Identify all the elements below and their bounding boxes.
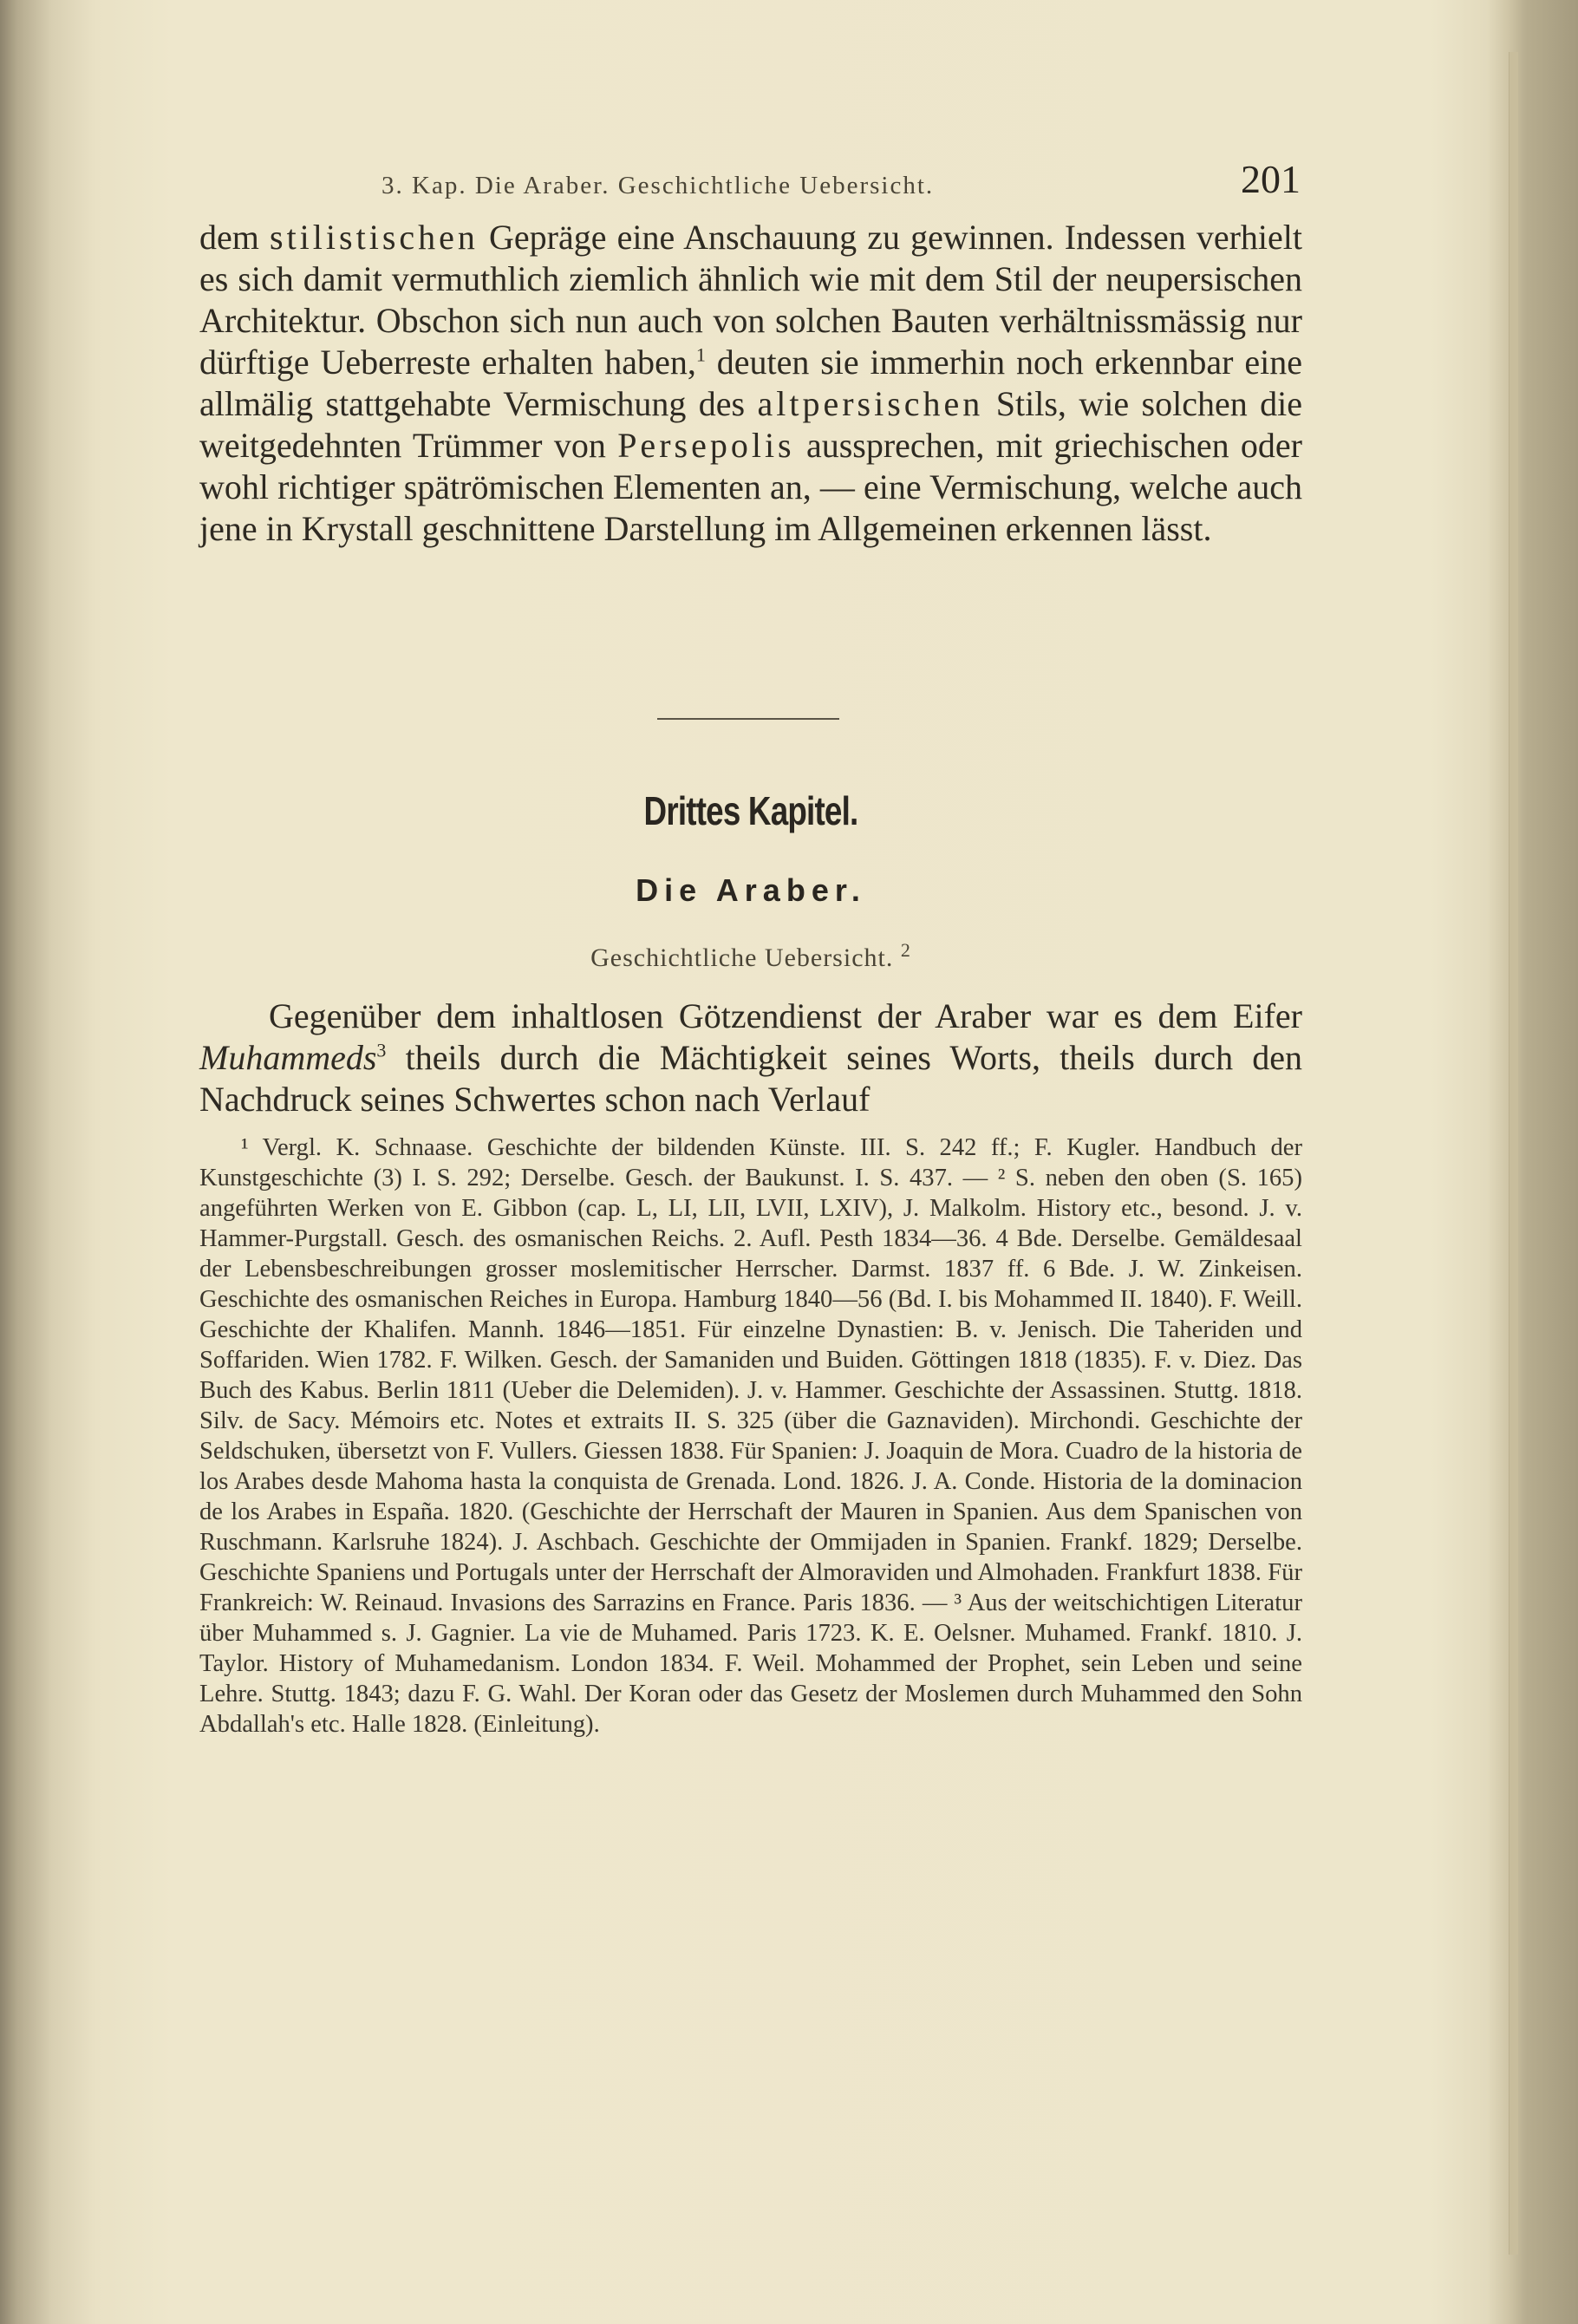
footnote-ref: 3 [376, 1039, 387, 1061]
running-header-title: 3. Kap. Die Araber. Geschichtliche Uebersicht. [381, 172, 935, 199]
main-text [199, 217, 1302, 550]
section-divider [657, 718, 839, 720]
spaced-word: stilistischen [270, 218, 479, 257]
footnotes [199, 1133, 1302, 1740]
paragraph-1: dem stilistischen Gepräge eine Anschauung zu gewinnen. Indessen verhielt es sich damit vermuthlich ziemlich ähnlich wie mit dem Stil der neupersischen Architektur. Obschon sich nun auch von solchen Bauten verhältnissmässig nur dürftige Ueberreste erhalten haben,$^1$ deuten sie immerhin noch erkennbar eine allmälig stattgehabte Vermischung des altpersischen Stils, wie solchen die weitgedehnten Trümmer von Persepolis aussprechen, mit griechischen oder wohl richtiger spätrömischen Elementen an, — eine Vermischung, welche auch jene in Krystall geschnittene Darstellung im Allgemeinen erkennen lässt. [199, 218, 1302, 548]
paragraph-2: Gegenüber dem inhaltlosen Götzendienst der Araber war es dem Eifer Muhammeds$^3$ theils durch die Mächtigkeit seines Worts, theils durch den Nachdruck seines Schwertes schon nach Verlauf [199, 996, 1302, 1119]
page-number: 201 [1241, 157, 1301, 201]
chapter-subtitle: Die Araber. [636, 872, 866, 908]
running-header [199, 149, 1302, 210]
spaced-word: Persepolis [617, 426, 795, 465]
section-heading: Geschichtliche Uebersicht. $^2$ [590, 939, 911, 972]
footnote-ref: 1 [695, 343, 706, 366]
page-edge [1509, 52, 1518, 2255]
chapter-title: Drittes Kapitel. [643, 788, 858, 833]
footnote-text: ¹ Vergl. K. Schnaase. Geschichte der bildenden Künste. III. S. 242 ff.; F. Kugler. Handbuch der Kunstgeschichte (3) I. S. 292; Derselbe. Gesch. der Baukunst. I. S. 437. — ² S. neben den oben (S. 165) angeführten Werken von E. Gibbon (cap. L, LI, LII, LVII, LXIV), J. Malkolm. History etc., besond. J. v. Hammer-Purgstall. Gesch. des osmanischen Reichs. 2. Aufl. Pesth 1834—36. 4 Bde. Derselbe. Gemäldesaal der Lebensbeschreibungen grosser moslemitischer Herrscher. Darmst. 1837 ff. 6 Bde. J. W. Zinkeisen. Geschichte des osmanischen Reiches in Europa. Hamburg 1840—56 (Bd. I. bis Mohammed II. 1840). F. Weill. Geschichte der Khalifen. Mannh. 1846—1851. Für einzelne Dynastien: B. v. Jenisch. Die Taheriden und Soffariden. Wien 1782. F. Wilken. Gesch. der Samaniden und Buiden. Göttingen 1818 (1835). F. v. Diez. Das Buch des Kabus. Berlin 1811 (Ueber die Delemiden). J. v. Hammer. Geschichte der Assassinen. Stuttg. 1818. Silv. de Sacy. Mémoirs etc. Notes et extraits II. S. 325 (über die Gaznaviden). Mirchondi. Geschichte der Seldschuken, übersetzt von F. Vullers. Giessen 1838. Für Spanien: J. Joaquin de Mora. Cuadro de la historia de los Arabes desde Mahoma hasta la conquista de Grenada. Lond. 1826. J. A. Conde. Historia de la dominacion de los Arabes in España. 1820. (Geschichte der Herrschaft der Mauren in Spanien. Aus dem Spanischen von Ruschmann. Karlsruhe 1824). J. Aschbach. Geschichte der Ommijaden in Spanien. Frankf. 1829; Derselbe. Geschichte Spaniens und Portugals unter der Herrschaft der Almoraviden und Almohaden. Frankfurt 1838. Für Frankreich: W. Reinaud. Invasions des Sarrazins en France. Paris 1836. — ³ Aus der weitschichtigen Literatur über Muhammed s. J. Gagnier. La vie de Muhamed. Paris 1723. K. E. Oelsner. Muhamed. Frankf. 1810. J. Taylor. History of Muhamedanism. London 1834. F. Weil. Mohammed der Prophet, sein Leben und seine Lehre. Stuttg. 1843; dazu F. G. Wahl. Der Koran oder das Gesetz der Moslemen durch Muhammed den Sohn Abdallah's etc. Halle 1828. (Einleitung). [199, 1134, 1302, 1738]
spaced-word: altpersischen [757, 384, 984, 423]
italic-name: Muhammeds [199, 1038, 377, 1077]
footnote-ref: 2 [900, 939, 911, 961]
